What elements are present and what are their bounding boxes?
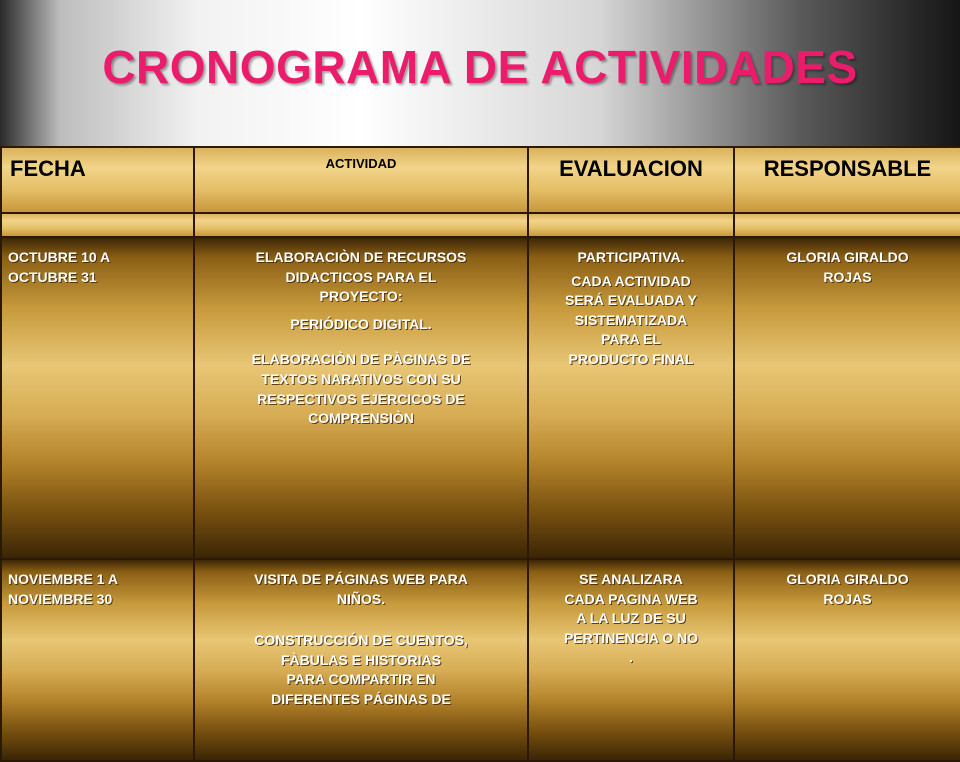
actividad-line: DIDACTICOS PARA EL [285,268,437,285]
cell-responsable [734,237,960,559]
header-evaluacion [528,147,734,213]
header-responsable [734,147,960,213]
actividad-line: NIÑOS. [336,590,386,607]
evaluacion-line: . [629,649,633,666]
evaluacion-line: A LA LUZ DE SU [576,610,686,627]
responsable-line: GLORIA GIRALDO [786,249,909,265]
cell-evaluacion [528,237,734,559]
responsable-line: GLORIA GIRALDO [786,571,909,587]
schedule-table [0,146,960,746]
header-band-cell [734,213,960,237]
actividad-line: CONSTRUCCIÓN DE CUENTOS, [254,632,468,649]
actividad-line: PARA COMPARTIR EN [286,671,436,688]
table-row [1,237,960,559]
actividad-line: COMPRENSIÒN [308,410,414,427]
actividad-line: ELABORACIÒN DE RECURSOS [255,249,467,265]
actividad-line: PERIÓDICO DIGITAL. [290,315,432,332]
page-title: CRONOGRAMA DE ACTIVIDADES [102,41,858,93]
evaluacion-line: PRODUCTO FINAL [568,350,694,367]
evaluacion-line: CADA ACTIVIDAD [571,272,691,289]
actividad-line: PROYECTO: [319,288,403,305]
responsable-line: ROJAS [823,590,872,607]
evaluacion-line: SE ANALIZARA [579,571,683,587]
cell-fecha [1,559,194,761]
actividad-line: RESPECTIVOS EJERCICOS DE [257,390,465,407]
cell-actividad [194,559,528,761]
header-evaluacion-label: EVALUACION [559,156,703,181]
evaluacion-line: SISTEMATIZADA [574,311,688,328]
header-actividad [194,147,528,213]
evaluacion-line: PARA EL [601,331,661,348]
cell-actividad [194,237,528,559]
cell-responsable [734,559,960,761]
header-fecha [1,147,194,213]
evaluacion-line: CADA PAGINA WEB [564,590,698,607]
fecha-line: OCTUBRE 31 [8,268,97,285]
header-band-cell [528,213,734,237]
fecha-line: OCTUBRE 10 A [8,249,111,265]
header-band-cell [194,213,528,237]
evaluacion-line: SERÁ EVALUADA Y [565,292,697,309]
actividad-line: DIFERENTES PÁGINAS DE [271,690,451,707]
actividad-line: ELABORACIÒN DE PÀGINAS DE [251,351,471,368]
header-actividad-label: ACTIVIDAD [325,156,397,171]
actividad-line: FÀBULAS E HISTORIAS [281,651,441,668]
table-row [1,559,960,761]
actividad-line: TEXTOS NARATIVOS CON SU [261,370,461,387]
evaluacion-line: PARTICIPATIVA. [577,249,685,265]
evaluacion-line: PERTINENCIA O NO [563,629,699,646]
header-responsable-label: RESPONSABLE [763,156,932,181]
fecha-line: NOVIEMBRE 30 [8,590,113,607]
cell-evaluacion [528,559,734,761]
fecha-line: NOVIEMBRE 1 A [8,571,118,587]
responsable-line: ROJAS [823,268,872,285]
header-band-cell [1,213,194,237]
cell-fecha [1,237,194,559]
header-fecha-label: FECHA [10,156,86,181]
actividad-line: VISITA DE PÁGINAS WEB PARA [254,571,468,587]
